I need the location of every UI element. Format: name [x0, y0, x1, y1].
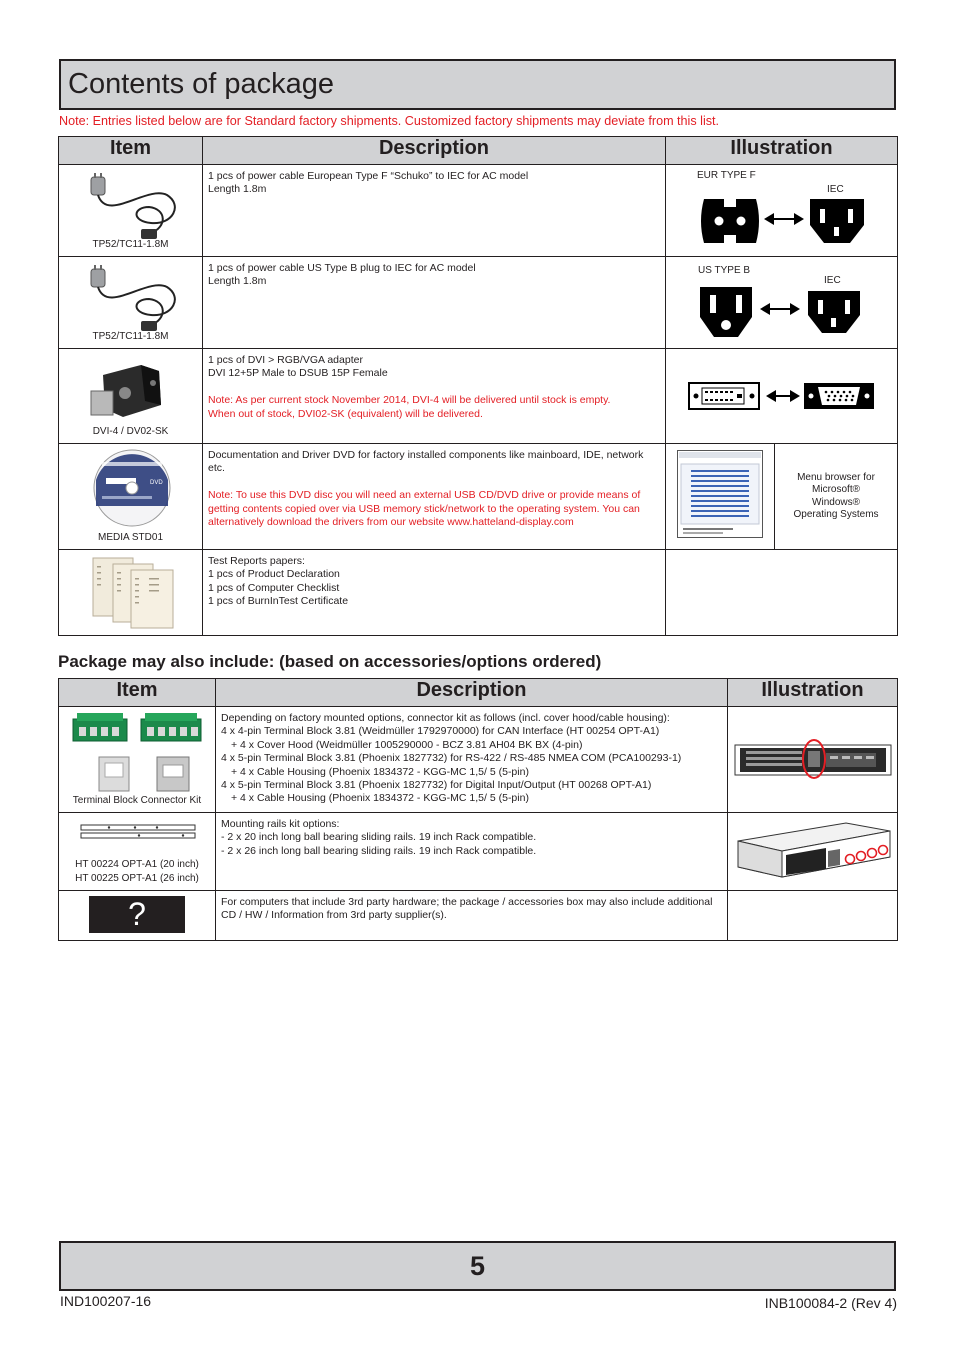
plug-label-eur: EUR TYPE F — [697, 170, 756, 181]
menu-browser-screenshot — [677, 450, 763, 538]
description-line: 4 x 4-pin Terminal Block 3.81 (Weidmüller 1792970000) for CAN Interface (HT 00254 OPT-A1) — [221, 725, 660, 738]
table-row — [59, 813, 898, 891]
item-caption: DVI-4 / DV02-SK — [92, 426, 169, 437]
description-line: Documentation and Driver DVD for factory installed components like mainboard, IDE, network etc. — [208, 449, 644, 475]
table-row — [59, 257, 898, 349]
description-line: + 4 x Cover Hood (Weidmüller 1005290000 - BCZ 3.81 AH04 BK BX (4-pin) — [231, 738, 583, 751]
plug-label-iec: IEC — [827, 184, 844, 195]
description-line: Length 1.8m — [208, 183, 267, 196]
description-cell — [203, 550, 666, 636]
description-line: 1 pcs of DVI > RGB/VGA adapter — [208, 354, 363, 366]
header-description: Description — [203, 137, 666, 165]
footer-left-code: IND100207-16 — [60, 1293, 152, 1309]
item-caption: TP52/TC11-1.8M — [92, 331, 169, 342]
table-row — [59, 891, 898, 941]
power-cable-image — [87, 265, 181, 333]
description-line: DVI 12+5P Male to DSUB 15P Female — [208, 367, 388, 380]
description-line: For computers that include 3rd party hardware; the package / accessories box may also include additional CD / HW / Information from 3rd party supplier(s). — [221, 896, 713, 922]
menu-browser-text — [775, 472, 897, 522]
illustration-cell — [666, 165, 898, 257]
description-line: Depending on factory mounted options, connector kit as follows (incl. cover hood/cable housing): — [221, 712, 670, 724]
package-contents-table — [58, 136, 898, 636]
item-cell — [59, 444, 203, 550]
header-illustration: Illustration — [666, 137, 898, 165]
plug-label-iec: IEC — [824, 275, 841, 286]
svg-text:DVD: DVD — [150, 480, 163, 486]
item-cell — [59, 707, 216, 813]
item-caption: HT 00225 OPT-A1 (26 inch) — [75, 873, 199, 884]
table-header-row — [59, 679, 898, 707]
header-item: Item — [59, 679, 216, 707]
question-mark-box: ? — [89, 896, 185, 933]
description-line: 1 pcs of Product Declaration — [208, 568, 340, 581]
description-line: Mounting rails kit options: — [221, 818, 340, 830]
description-line: + 4 x Cable Housing (Phoenix 1834372 - KGG-MC 1,5/ 5 (5-pin) — [231, 765, 529, 778]
header-description: Description — [216, 679, 728, 707]
table-row — [59, 550, 898, 636]
optional-accessories-table — [58, 678, 898, 941]
shipment-note: Note: Entries listed below are for Standard factory shipments. Customized factory shipments may deviate from this list. — [59, 114, 720, 128]
description-line: Length 1.8m — [208, 275, 267, 288]
section-title: Package may also include: (based on accessories/options ordered) — [58, 652, 602, 671]
description-line: + 4 x Cable Housing (Phoenix 1834372 - KGG-MC 1,5/ 5 (5-pin) — [231, 792, 529, 805]
rack-computer-3d-illustration — [736, 821, 892, 883]
description-note: Note: To use this DVD disc you will need an external USB CD/DVD drive or provide means of getting contents copied over via USB memory stick/network to the operating system. You can alternatively download the drivers from our website www.hatteland-display.com — [208, 489, 641, 529]
rack-rear-panel-illustration — [734, 737, 892, 779]
spacer — [208, 476, 660, 489]
illustration-cell — [666, 444, 775, 550]
description-line: 1 pcs of BurnInTest Certificate — [208, 595, 349, 608]
item-cell — [59, 813, 216, 891]
menu-line: Windows® — [812, 496, 860, 508]
description-line: 4 x 5-pin Terminal Block 3.81 (Phoenix 1827732) for Digital Input/Output (HT 00268 OPT-A1) — [221, 779, 652, 792]
description-line: Test Reports papers: — [208, 555, 305, 567]
description-cell — [203, 349, 666, 444]
dvd-disc-image — [92, 448, 172, 528]
description-note: Note: As per current stock November 2014, DVI-4 will be delivered until stock is empty. — [208, 394, 611, 407]
header-illustration: Illustration — [728, 679, 898, 707]
footer-right-code: INB100084-2 (Rev 4) — [764, 1295, 897, 1311]
item-caption-group — [59, 858, 215, 886]
description-line: 1 pcs of power cable US Type B plug to IEC for AC model — [208, 262, 476, 274]
menu-line: Microsoft® — [812, 484, 860, 496]
item-cell — [59, 257, 203, 349]
table-row — [59, 707, 898, 813]
page-title: Contents of package — [68, 68, 335, 100]
item-cell — [59, 165, 203, 257]
illustration-cell — [728, 813, 898, 891]
illustration-cell — [666, 349, 898, 444]
description-cell — [216, 707, 728, 813]
test-report-papers-image — [91, 556, 175, 630]
illustration-cell — [666, 550, 898, 636]
sliding-rails-image — [79, 823, 197, 841]
plug-label-us: US TYPE B — [698, 265, 751, 276]
menu-browser-cell — [775, 444, 898, 550]
description-cell — [203, 257, 666, 349]
dvi-to-vga-illustration — [688, 382, 876, 412]
item-caption: MEDIA STD01 — [97, 532, 164, 543]
description-line: - 2 x 26 inch long ball bearing sliding rails. 19 inch Rack compatible. — [221, 844, 537, 857]
item-caption: HT 00224 OPT-A1 (20 inch) — [75, 859, 199, 870]
eur-to-iec-plug-illustration — [698, 195, 868, 251]
table-row — [59, 349, 898, 444]
illustration-cell — [666, 257, 898, 349]
item-cell — [59, 550, 203, 636]
page-number-box — [59, 1241, 896, 1291]
spacer — [208, 381, 660, 394]
description-cell — [216, 891, 728, 941]
description-line: 4 x 5-pin Terminal Block 3.81 (Phoenix 1827732) for RS-422 / RS-485 NMEA COM (PCA100293-1) — [221, 752, 682, 765]
table-row — [59, 444, 898, 550]
menu-line: Menu browser for — [797, 472, 875, 483]
illustration-cell — [728, 891, 898, 941]
table-row — [59, 165, 898, 257]
description-note: When out of stock, DVI02-SK (equivalent) will be delivered. — [208, 407, 483, 420]
dvi-adapter-image — [89, 361, 173, 423]
terminal-block-kit-image — [71, 711, 205, 797]
menu-line: Operating Systems — [793, 509, 879, 521]
us-to-iec-plug-illustration — [698, 285, 868, 343]
page-title-box — [59, 59, 896, 110]
description-line: - 2 x 20 inch long ball bearing sliding rails. 19 inch Rack compatible. — [221, 831, 537, 844]
item-caption: Terminal Block Connector Kit — [72, 795, 202, 806]
header-item: Item — [59, 137, 203, 165]
description-cell — [216, 813, 728, 891]
description-line: 1 pcs of power cable European Type F “Schuko” to IEC for AC model — [208, 170, 529, 182]
description-line: 1 pcs of Computer Checklist — [208, 581, 340, 594]
table-header-row — [59, 137, 898, 165]
power-cable-image — [87, 173, 181, 241]
illustration-cell — [728, 707, 898, 813]
item-cell — [59, 891, 216, 941]
item-caption: TP52/TC11-1.8M — [92, 239, 169, 250]
item-cell — [59, 349, 203, 444]
page-number: 5 — [469, 1251, 486, 1281]
description-cell — [203, 444, 666, 550]
description-cell — [203, 165, 666, 257]
